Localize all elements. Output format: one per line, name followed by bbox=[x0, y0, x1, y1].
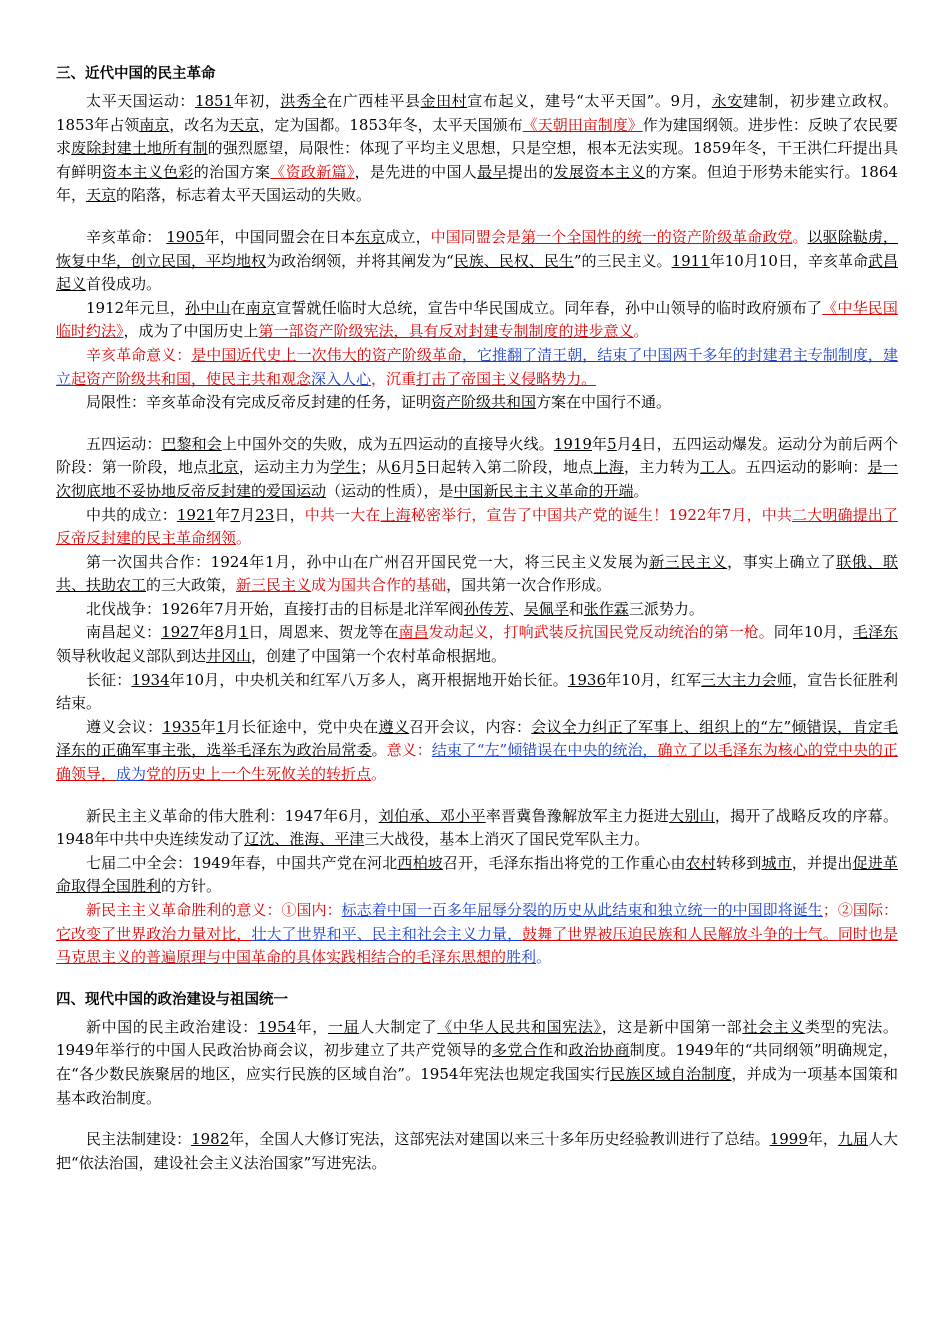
text-run: ，创建了中国第一个农村革命根据地。 bbox=[251, 647, 507, 666]
text-run: 年 bbox=[591, 434, 608, 453]
text-run: 的强烈愿望，局限性：体现了平均主义思想，只是空想，根本无法实现。1859年冬，干王洪仁玕提出具有鲜明 bbox=[56, 139, 898, 181]
text-run: 上中国外交的失败，成为五四运动的直接导火线。 bbox=[221, 434, 554, 453]
text-run: 《中华人民共和国宪法》 bbox=[437, 1017, 602, 1036]
text-run: 社会主义 bbox=[742, 1017, 805, 1036]
text-run: 三派势力。 bbox=[628, 599, 704, 618]
text-run: 率晋冀鲁豫解放军主力挺进 bbox=[485, 806, 670, 825]
text-run: 召开会议，内容： bbox=[409, 717, 532, 736]
text-run: 工人 bbox=[700, 458, 731, 477]
text-run: 日起转入第二阶段，地点 bbox=[425, 458, 594, 477]
text-run: 民族、民权、民生 bbox=[453, 251, 574, 270]
text-run: 月 bbox=[223, 623, 239, 642]
text-run: 1927 bbox=[161, 623, 200, 642]
text-run: ，是先进的中国人 bbox=[354, 162, 478, 181]
text-run: 4 bbox=[631, 434, 642, 453]
text-run: 转移到 bbox=[716, 853, 762, 872]
text-run: 和 bbox=[568, 599, 584, 618]
second-plenum-paragraph bbox=[56, 852, 898, 899]
text-run: 政治协商 bbox=[568, 1041, 630, 1060]
text-run: 废除封建土地所有制 bbox=[71, 139, 208, 158]
text-run: 遵义 bbox=[378, 717, 410, 736]
text-run: 年， bbox=[807, 1130, 838, 1149]
text-run: 在 bbox=[230, 298, 246, 317]
xinhai-paragraph bbox=[56, 226, 898, 297]
text-run: 多党合作 bbox=[492, 1041, 554, 1060]
text-run: 1905 bbox=[166, 227, 205, 246]
text-run: 东京 bbox=[355, 227, 386, 246]
text-run: 长征： bbox=[86, 670, 132, 689]
text-run: 南昌起义： bbox=[86, 623, 162, 642]
text-run: 南昌 bbox=[398, 623, 429, 642]
text-run: ，改名为 bbox=[169, 115, 230, 134]
text-run: 日， bbox=[274, 505, 305, 524]
text-run: 民主法制建设： bbox=[86, 1130, 192, 1149]
text-run: 中国新民主主义革命的开端 bbox=[453, 481, 634, 500]
text-run: 年10月，红军 bbox=[606, 670, 702, 689]
text-run: 年， bbox=[296, 1017, 328, 1036]
text-run: ，国共第一次合作形成。 bbox=[446, 576, 612, 595]
paragraph-gap bbox=[56, 970, 898, 988]
document-page bbox=[56, 62, 898, 1175]
text-run: 方案在中国行不通。 bbox=[536, 393, 672, 412]
text-run: 发展资本主义 bbox=[553, 162, 646, 181]
section-4-heading: 四、现代中国的政治建设与祖国统一 bbox=[56, 991, 288, 1008]
text-run: 1935 bbox=[162, 717, 201, 736]
text-run: 。 bbox=[371, 765, 387, 784]
text-run: 宣誓就任临时大总统，宣告中华民国成立。同年春，孙中山领导的临时政府颁布了 bbox=[276, 298, 823, 317]
text-run: 是中国近代史上一次伟大的资产阶级革命 bbox=[191, 345, 462, 364]
text-run: ，事实上确立了 bbox=[727, 552, 837, 571]
text-run: 上海 bbox=[380, 505, 411, 524]
text-run: 年10月，中央机关和红军八万多人，离开根据地开始长征。 bbox=[169, 670, 568, 689]
text-run: 刘伯承、邓小平 bbox=[378, 806, 486, 825]
text-run: 三大战役，基本上消灭了国民党军队主力。 bbox=[364, 830, 650, 849]
text-run: 1954 bbox=[257, 1017, 297, 1036]
text-run: 它改变了世界政治力量对比， bbox=[56, 924, 252, 943]
text-run: 结束了“左”倾错误在中央的统治， bbox=[431, 741, 658, 760]
legal-building-paragraph bbox=[56, 1128, 898, 1175]
text-run: 首役成功。 bbox=[86, 275, 162, 294]
long-march-paragraph bbox=[56, 669, 898, 716]
text-run: 1 bbox=[238, 623, 249, 642]
text-run: 的方案。但迫于形势未能实行。1864年， bbox=[56, 162, 898, 205]
text-run: 日，五四运动爆发。运动分为前后两个阶段：第一阶段，地点 bbox=[56, 434, 898, 477]
text-run: 月长征途中，党中央在 bbox=[225, 717, 379, 736]
text-run: ，并成为一项基本国策和基本政治制度。 bbox=[56, 1064, 898, 1107]
text-run: 日，周恩来、贺龙等在 bbox=[248, 623, 399, 642]
text-run: 。 bbox=[371, 741, 387, 760]
text-run: 新民主主义革命的伟大胜利：1947年6月， bbox=[86, 806, 379, 825]
text-run: 年 bbox=[215, 505, 231, 524]
text-run: 1 bbox=[216, 717, 226, 736]
text-run: 意义： bbox=[386, 741, 432, 760]
text-run: 第一个全国性的统一的资产阶级革命政党 bbox=[521, 227, 793, 246]
zunyi-paragraph bbox=[56, 716, 898, 787]
text-run: 。 bbox=[536, 948, 552, 967]
text-run: ，并提出 bbox=[791, 853, 853, 872]
text-run: 城市 bbox=[761, 853, 792, 872]
xinhai-limitation-paragraph bbox=[56, 391, 898, 415]
text-run: ，它推翻了清王朝，结束了中国两千多年的封建君主专制制度，建立 bbox=[56, 345, 898, 388]
text-run: ，主力转为 bbox=[623, 458, 701, 477]
text-run: 《天朝田亩制度》 bbox=[522, 115, 643, 134]
victory-paragraph bbox=[56, 805, 898, 852]
text-run: 最早 bbox=[477, 162, 508, 181]
text-run: ，宣告长征胜利结束。 bbox=[56, 670, 898, 713]
text-run: 年初， bbox=[233, 92, 281, 110]
text-run: 5 bbox=[416, 458, 426, 477]
text-run: 的治国方案 bbox=[193, 162, 271, 181]
wusi-paragraph bbox=[56, 433, 898, 504]
text-run: 北伐战争：1926年7月开始，直接打击的目标是北洋军阀 bbox=[86, 599, 464, 618]
text-run: 打击了帝国主义侵略势力。 bbox=[416, 369, 597, 388]
text-run: 的三大政策， bbox=[146, 576, 237, 595]
text-run: 建制，初步建立政权。1853年占领 bbox=[56, 92, 898, 134]
text-run: 起资产阶级共和国，使民主共和观念 bbox=[71, 369, 312, 388]
text-run: 提出的 bbox=[507, 162, 554, 181]
text-run: 毛泽东 bbox=[852, 623, 898, 642]
text-run: 遵义会议： bbox=[86, 717, 163, 736]
ccp-founding-paragraph bbox=[56, 504, 898, 551]
text-run: ；②国际： bbox=[822, 901, 898, 919]
text-run: 第一次国共合作：1924年1月，孙中山在广州召开国民党一大，将三民主义发展为 bbox=[86, 552, 650, 571]
text-run: 孙传芳 bbox=[463, 599, 509, 618]
text-run: 和 bbox=[553, 1041, 569, 1060]
text-run: 6 bbox=[391, 458, 401, 477]
text-run: 成为国共合作的基础 bbox=[311, 576, 447, 595]
text-run: 上海 bbox=[593, 458, 624, 477]
text-run: 同年10月， bbox=[773, 623, 853, 642]
text-run: 西柏坡 bbox=[397, 853, 443, 872]
paragraph-gap bbox=[56, 787, 898, 805]
text-run: 中共的成立： bbox=[86, 505, 177, 524]
text-run: 1919 bbox=[553, 434, 592, 453]
text-run: 壮大了世界和平、民主和社会主义力量， bbox=[251, 924, 523, 943]
text-run: 北京 bbox=[208, 458, 239, 477]
text-run: 1999 bbox=[769, 1130, 808, 1149]
text-run: 1911 bbox=[671, 251, 710, 270]
text-run: 九届 bbox=[837, 1130, 868, 1149]
section-3-heading: 三、近代中国的民主革命 bbox=[56, 66, 216, 82]
text-run: 5 bbox=[607, 434, 617, 453]
text-run: ，这是新中国第一部 bbox=[601, 1017, 743, 1036]
northern-expedition-paragraph bbox=[56, 598, 898, 622]
text-run: 胜利 bbox=[506, 948, 537, 967]
text-run: 新三民主义 bbox=[649, 552, 728, 571]
paragraph-gap bbox=[56, 415, 898, 433]
paragraph-gap bbox=[56, 1110, 898, 1128]
text-run: 。五四运动的影响： bbox=[730, 458, 868, 477]
text-run: 洪秀全 bbox=[280, 92, 328, 110]
kmt-ccp-cooperation-paragraph bbox=[56, 551, 898, 598]
text-run: 秘密举行，宣告了中国共产党的诞生！1922年7月，中共 bbox=[410, 505, 793, 524]
text-run: 新三民主义 bbox=[236, 576, 312, 595]
text-run: 宣布起义，建号“太平天国”。9月， bbox=[467, 92, 712, 110]
text-run: 。 bbox=[792, 227, 808, 246]
text-run: 制度。1949年的“共同纲领”明确规定，在“各少数民族聚居的地区，应实行民族的区域自治”。1954年宪法也规定我国实行 bbox=[56, 1041, 898, 1083]
text-run: 农村 bbox=[685, 853, 717, 872]
text-run: 太平天国运动： bbox=[86, 92, 195, 110]
text-run: 南京 bbox=[139, 115, 170, 134]
text-run: 民族区域自治制度 bbox=[610, 1064, 732, 1083]
text-run: 新民主主义革命胜利的意义：①国内： bbox=[86, 901, 342, 919]
text-run: 天京 bbox=[86, 186, 117, 205]
text-run: 年，全国人大修订宪法，这部宪法对建国以来三十多年历史经验教训进行了总结。 bbox=[229, 1130, 770, 1149]
text-run: 人大把“依法治国，建设社会主义法治国家”写进宪法。 bbox=[56, 1130, 898, 1172]
text-run: 1851 bbox=[194, 92, 234, 110]
text-run: 鼓舞了世界被压迫民族和人民解放斗争的士气。同时也是马克思主义的普遍原理与中国革命的具体实践相结合的毛泽东思想的 bbox=[56, 924, 898, 967]
text-run: 成立， bbox=[385, 227, 431, 246]
text-run: 1912年元旦， bbox=[86, 298, 186, 317]
text-run: 《中华民国临时约法》 bbox=[56, 298, 898, 341]
text-run: 。 bbox=[633, 322, 649, 341]
text-run: 大别山 bbox=[669, 806, 715, 825]
text-run: 孙中山 bbox=[185, 298, 231, 317]
text-run: ”的三民主义。 bbox=[573, 251, 672, 270]
text-run: 辛亥革命意义： bbox=[86, 345, 192, 364]
text-run: 7 bbox=[230, 505, 240, 524]
text-run: 七届二中全会：1949年春，中国共产党在河北 bbox=[86, 853, 398, 872]
text-run: 促进革命取得全国胜利 bbox=[56, 853, 898, 896]
text-run: 井冈山 bbox=[206, 647, 252, 666]
text-run: 的方针。 bbox=[161, 877, 222, 896]
text-run: 是一次彻底地不妥协地反帝反封建的爱国运动 bbox=[56, 458, 898, 500]
text-run: 中国同盟会是 bbox=[430, 227, 522, 246]
paragraph-gap bbox=[56, 208, 898, 226]
text-run: 辽沈、淮海、平津 bbox=[244, 830, 365, 849]
text-run: 一届 bbox=[327, 1017, 360, 1036]
text-run: 1982 bbox=[191, 1130, 230, 1149]
xinhai-significance-paragraph bbox=[56, 344, 898, 391]
text-run: ，成为了中国历史上 bbox=[123, 322, 259, 341]
text-run: 成为 bbox=[116, 765, 147, 784]
revolution-significance-paragraph bbox=[56, 899, 898, 970]
text-run: 8 bbox=[214, 623, 224, 642]
text-run: 会议全力纠正了军事上、组织上的“左”倾错误，肯定毛泽东的正确军事主张，选举毛泽东为政治局常委 bbox=[56, 717, 898, 760]
taiping-paragraph bbox=[56, 90, 898, 208]
linshi-yuefa-paragraph bbox=[56, 297, 898, 344]
text-run: 武昌起义 bbox=[56, 251, 898, 294]
text-run: ，运动主力为 bbox=[238, 458, 331, 477]
democracy-building-paragraph bbox=[56, 1016, 898, 1110]
text-run: 资本主义色彩 bbox=[101, 162, 194, 181]
text-run: 《资政新篇》 bbox=[270, 162, 355, 181]
text-run: 作为建国纲领。进步性：反映了农民要求 bbox=[56, 115, 898, 158]
text-run: 联俄、联共、扶助农工 bbox=[56, 552, 898, 595]
text-run: 领导秋收起义部队到达 bbox=[56, 647, 207, 666]
text-run: 在广西桂平县 bbox=[327, 92, 421, 110]
text-run: 标志着中国一百多年屈辱分裂的历史从此结束和独立统一的中国即将诞生 bbox=[341, 901, 823, 919]
text-run: 1934 bbox=[131, 670, 170, 689]
text-run: 年 bbox=[200, 717, 217, 736]
text-run: 23 bbox=[255, 505, 275, 524]
text-run: 人大制定了 bbox=[359, 1017, 438, 1036]
text-run: 天京 bbox=[229, 115, 260, 134]
text-run: 三大主力会师 bbox=[701, 670, 793, 689]
text-run: 新中国的民主政治建设： bbox=[86, 1017, 258, 1036]
text-run: 五四运动： bbox=[86, 434, 162, 453]
text-run: 为政治纲领，并将其阐发为“ bbox=[266, 251, 454, 270]
text-run: ，沉重 bbox=[371, 369, 417, 388]
text-run: 深入人心 bbox=[311, 369, 372, 388]
text-run: （运动的性质），是 bbox=[326, 481, 454, 500]
text-run: 二大明确提出了反帝反封建的民主革命纲领 bbox=[56, 505, 898, 548]
text-run: 巴黎和会 bbox=[161, 434, 222, 453]
text-run: 年 bbox=[199, 623, 215, 642]
text-run: 。 bbox=[633, 481, 649, 500]
text-run: 永安 bbox=[711, 92, 743, 110]
text-run: 确立了以毛泽东为核心的党中央的正确领导， bbox=[56, 741, 898, 784]
text-run: 年10月10日，辛亥革命 bbox=[709, 251, 868, 270]
text-run: 党的历史上一个生死攸关的转折点 bbox=[146, 765, 372, 784]
text-run: 第一部资产阶级宪法，具有反对封建专制制度的进步意义 bbox=[258, 322, 634, 341]
nanchang-uprising-paragraph bbox=[56, 621, 898, 668]
text-run: 的陷落，标志着太平天国运动的失败。 bbox=[116, 186, 372, 205]
text-run: 、 bbox=[508, 599, 524, 618]
text-run: 中共一大在 bbox=[304, 505, 381, 524]
text-run: ，揭开了战略反攻的序幕。1948年中共中央连续发动了 bbox=[56, 806, 898, 849]
text-run: 以驱除鞑虏，恢复中华，创立民国，平均地权 bbox=[56, 227, 898, 270]
text-run: 月 bbox=[616, 434, 632, 453]
text-run: 学生 bbox=[330, 458, 361, 477]
text-run: ；从 bbox=[360, 458, 392, 477]
text-run: 类型的宪法。1949年举行的中国人民政治协商会议，初步建立了共产党领导的 bbox=[56, 1017, 898, 1060]
text-run: 辛亥革命： bbox=[86, 227, 167, 246]
text-run: ，定为国都。1853年冬，太平天国颁布 bbox=[259, 115, 523, 134]
text-run: 吴佩孚 bbox=[523, 599, 569, 618]
text-run: 。 bbox=[236, 529, 252, 548]
text-run: 月 bbox=[239, 505, 256, 524]
text-run: 召开，毛泽东指出将党的工作重心由 bbox=[442, 853, 686, 872]
text-run: 发动起义，打响武装反抗国民党反动统治的第一枪。 bbox=[428, 623, 774, 642]
text-run: 局限性：辛亥革命没有完成反帝反封建的任务，证明 bbox=[86, 393, 432, 412]
text-run: 资产阶级共和国 bbox=[431, 393, 537, 412]
text-run: 张作霖 bbox=[583, 599, 629, 618]
text-run: 1921 bbox=[176, 505, 216, 524]
text-run: 南京 bbox=[245, 298, 277, 317]
text-run: 金田村 bbox=[420, 92, 468, 110]
text-run: 月 bbox=[400, 458, 417, 477]
text-run: 年，中国同盟会在日本 bbox=[204, 227, 356, 246]
text-run: 1936 bbox=[567, 670, 606, 689]
